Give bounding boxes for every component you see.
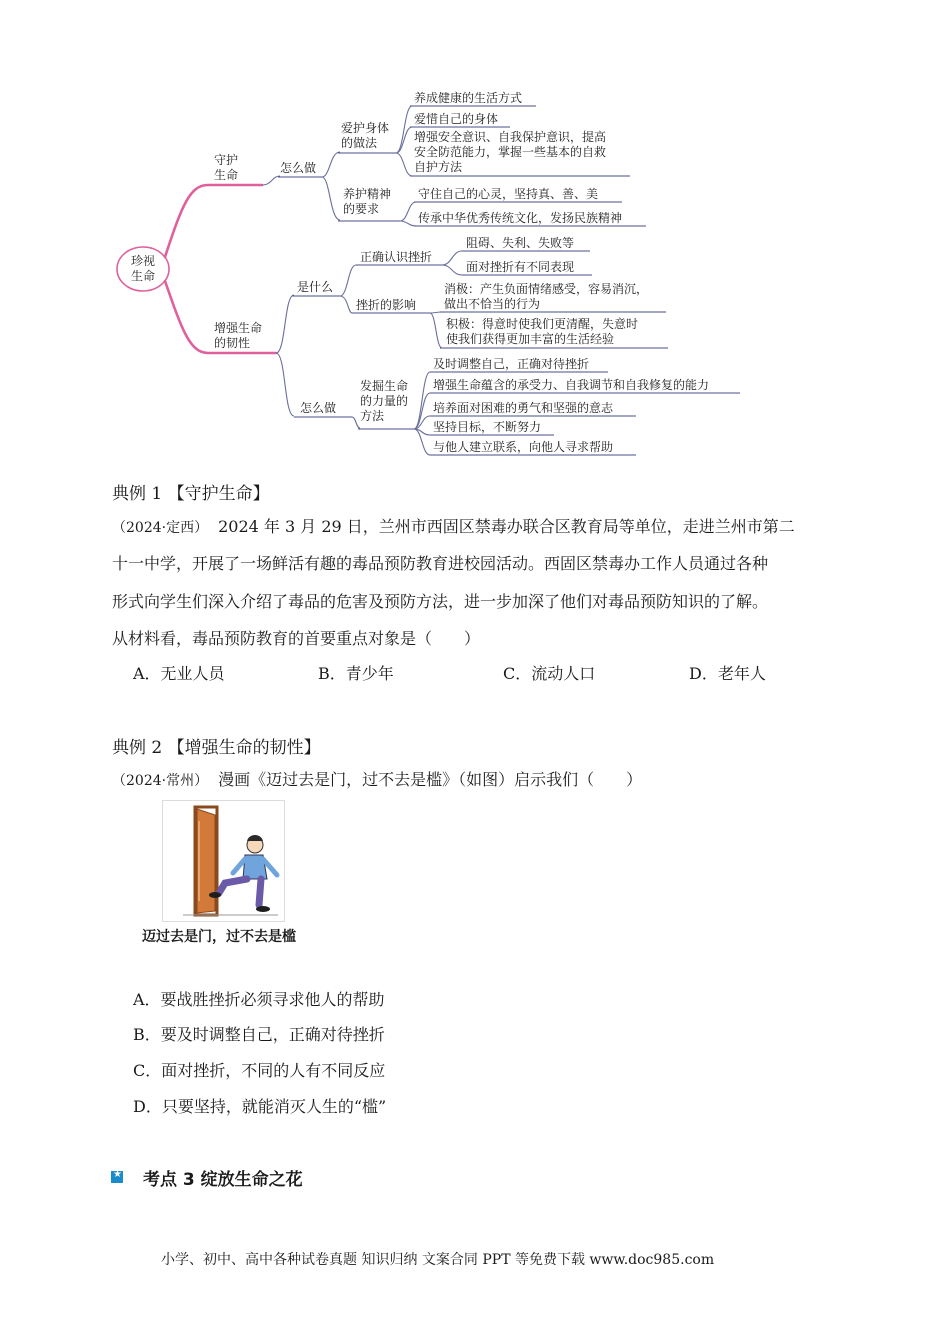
node-nurture-spirit: 养护精神的要求	[343, 187, 392, 216]
example-1-first-line	[112, 514, 795, 537]
item-healthy-lifestyle: 养成健康的生活方式	[414, 91, 523, 105]
example-1-question: 从材料看，毒品预防教育的首要重点对象是（ ）	[112, 629, 481, 648]
mind-map-root-label: 珍视生命	[130, 254, 156, 283]
item-cherish-body: 爱惜自己的身体	[414, 112, 499, 126]
example-2-heading: 典例 2 【增强生命的韧性】	[112, 738, 321, 758]
item-safety-awareness: 增强安全意识、自我保护意识，提高安全防范能力，掌握一些基本的自救自护方法	[414, 130, 607, 174]
example-1-option-c[interactable]: C．流动人口	[503, 664, 596, 683]
example-1-option-a[interactable]: A．无业人员	[133, 664, 225, 683]
example-1-option-d[interactable]: D．老年人	[689, 664, 766, 683]
example-2-option-a[interactable]: A．要战胜挫折必须寻求他人的帮助	[133, 990, 385, 1009]
node-b1-how: 怎么做	[280, 161, 317, 175]
example-2-option-c[interactable]: C．面对挫折，不同的人有不同反应	[133, 1061, 386, 1080]
item-inherit-culture: 传承中华优秀传统文化，发扬民族精神	[418, 211, 623, 225]
comic-caption: 迈过去是门，过不去是槛	[142, 929, 296, 945]
item-persist-goal: 坚持目标，不断努力	[433, 420, 542, 434]
node-method: 发掘生命的力量的方法	[360, 379, 409, 423]
item-endurance: 增强生命蕴含的承受力、自我调节和自我修复的能力	[433, 378, 710, 392]
node-love-body: 爱护身体的做法	[341, 121, 390, 150]
example-1-text-line: 形式向学生们深入介绍了毒品的危害及预防方法，进一步加深了他们对毒品预防知识的了解。	[112, 592, 769, 611]
item-obstacle: 阻碍、失利、失败等	[466, 236, 575, 250]
example-2-question-line	[112, 767, 642, 790]
comic-drawing	[163, 801, 284, 921]
example-2-option-d[interactable]: D．只要坚持，就能消灭人生的“槛”	[133, 1097, 387, 1116]
item-guard-heart: 守住自己的心灵，坚持真、善、美	[418, 187, 599, 201]
item-positive-effect: 积极：得意时使我们更清醒，失意时使我们获得更加丰富的生活经验	[446, 317, 639, 346]
node-b2-what: 是什么	[297, 280, 334, 294]
branch-protect-life: 守护生命	[214, 153, 239, 182]
node-b2-how: 怎么做	[300, 401, 337, 415]
example-1-option-b[interactable]: B．青少年	[318, 664, 394, 683]
mind-map	[0, 0, 950, 460]
example-2-option-b[interactable]: B．要及时调整自己，正确对待挫折	[133, 1025, 385, 1044]
item-courage: 培养面对困难的勇气和坚强的意志	[433, 401, 614, 415]
section-title: 考点 3 绽放生命之花	[143, 1170, 303, 1190]
page-footer: 小学、初中、高中各种试卷真题 知识归纳 文案合同 PPT 等免费下载 www.doc985.com	[161, 1252, 715, 1268]
item-seek-help: 与他人建立联系，向他人寻求帮助	[433, 440, 614, 454]
item-negative-effect: 消极：产生负面情绪感受，容易消沉，做出不恰当的行为	[444, 282, 649, 311]
example-2-question: 漫画《迈过去是门，过不去是槛》（如图）启示我们（ ）	[218, 770, 643, 789]
example-1-text-line: 2024 年 3 月 29 日，兰州市西固区禁毒办联合区教育局等单位，走进兰州市第二	[218, 517, 795, 536]
node-correct-view: 正确认识挫折	[360, 250, 433, 264]
example-1-source: （2024·定西）	[112, 520, 209, 536]
node-effect: 挫折的影响	[356, 298, 417, 312]
branch-resilience: 增强生命的韧性	[214, 321, 263, 350]
example-2-source: （2024·常州）	[112, 773, 209, 789]
comic-illustration	[162, 800, 285, 922]
example-1-text-line: 十一中学，开展了一场鲜活有趣的毒品预防教育进校园活动。西固区禁毒办工作人员通过各种	[112, 554, 769, 573]
example-1-heading: 典例 1 【守护生命】	[112, 484, 270, 504]
item-different-reactions: 面对挫折有不同表现	[466, 260, 575, 274]
star-square-icon: ★	[111, 1171, 123, 1183]
item-adjust-self: 及时调整自己，正确对待挫折	[433, 357, 590, 371]
